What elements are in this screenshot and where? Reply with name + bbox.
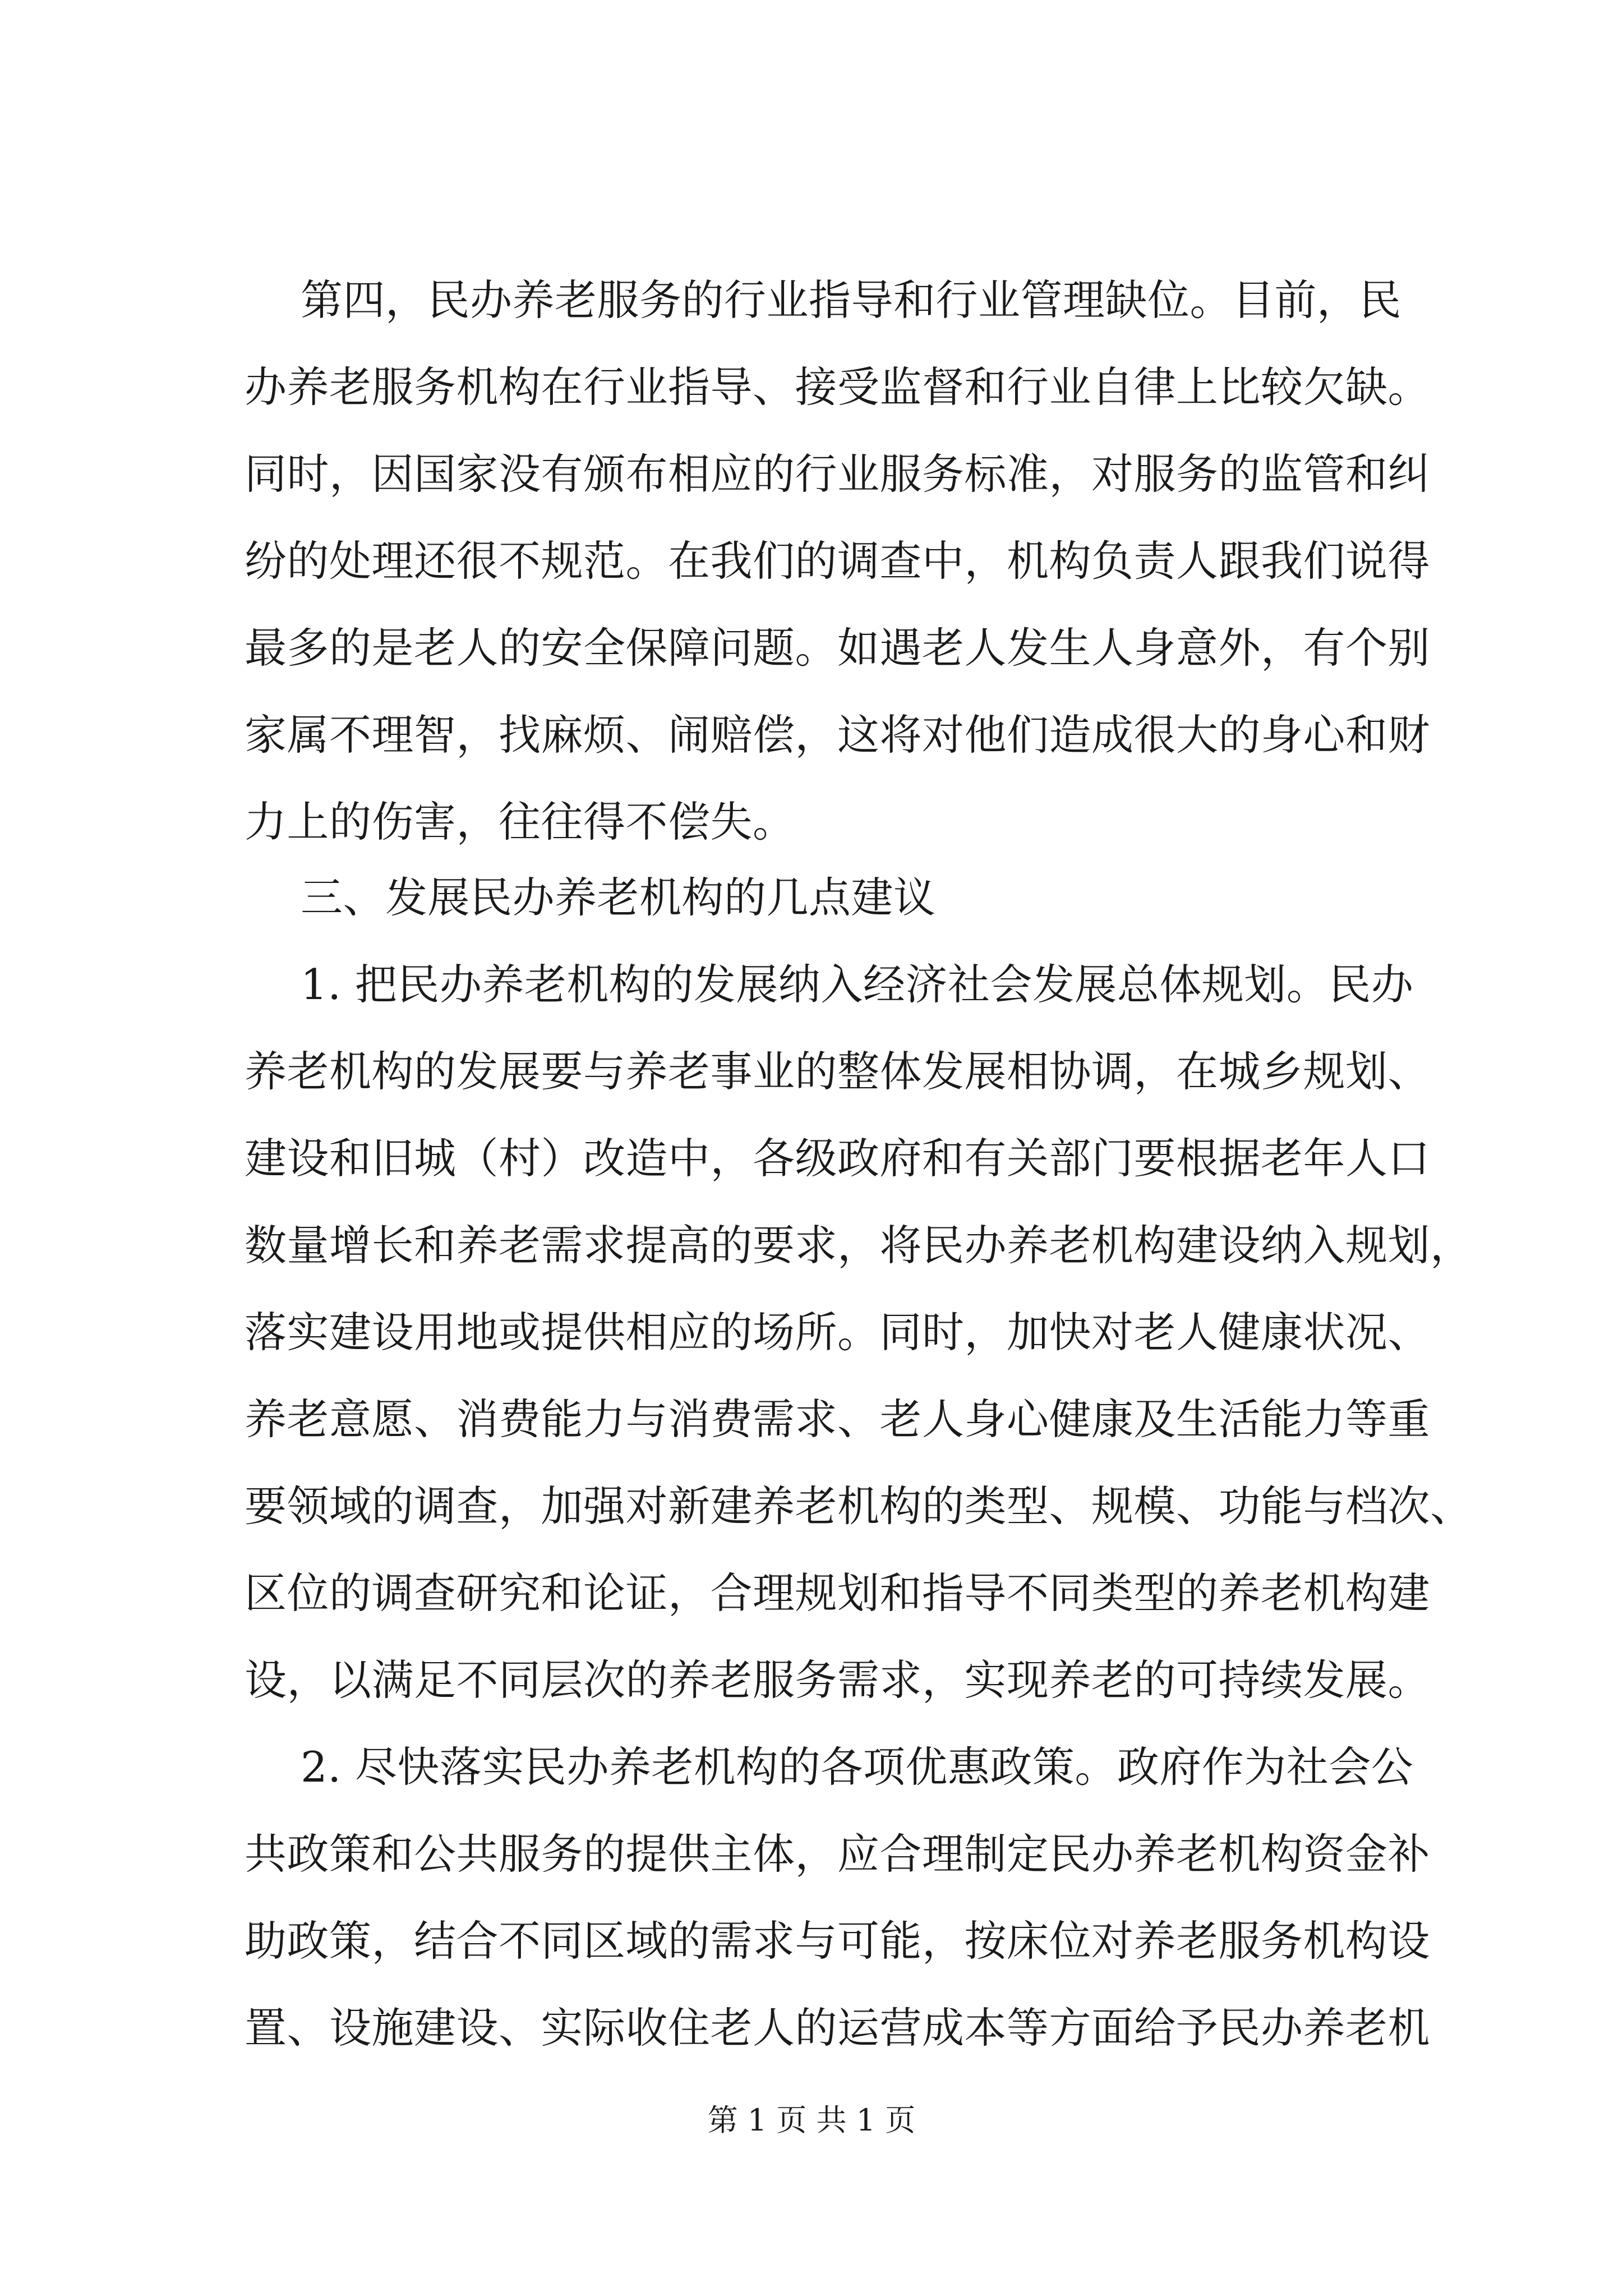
text-line: 养老机构的发展要与养老事业的整体发展相协调，在城乡规划、 xyxy=(245,1047,1431,1096)
text-line: 置、设施建设、实际收住老人的运营成本等方面给予民办养老机 xyxy=(245,2003,1431,2053)
page-footer: 第 1 页 共 1 页 xyxy=(707,2102,916,2138)
text-line: 数量增长和养老需求提高的要求，将民办养老机构建设纳入规划， xyxy=(245,1221,1473,1270)
text-line: 养老意愿、消费能力与消费需求、老人身心健康及生活能力等重 xyxy=(245,1395,1431,1444)
text-line: 共政策和公共服务的提供主体，应合理制定民办养老机构资金补 xyxy=(245,1829,1431,1879)
text-line: 区位的调查研究和论证，合理规划和指导不同类型的养老机构建 xyxy=(245,1568,1431,1618)
text-line: 1. 把民办养老机构的发展纳入经济社会发展总体规划。民办 xyxy=(301,960,1414,1009)
section-heading: 三、发展民办养老机构的几点建议 xyxy=(301,873,936,922)
text-line: 第四，民办养老服务的行业指导和行业管理缺位。目前，民 xyxy=(301,275,1402,325)
text-line: 要领域的调查，加强对新建养老机构的类型、规模、功能与档次、 xyxy=(245,1481,1473,1531)
text-line: 建设和旧城（村）改造中，各级政府和有关部门要根据老年人口 xyxy=(245,1134,1431,1183)
text-line: 同时，因国家没有颁布相应的行业服务标准，对服务的监管和纠 xyxy=(245,449,1431,499)
text-line: 办养老服务机构在行业指导、接受监督和行业自律上比较欠缺。 xyxy=(245,362,1431,412)
text-line: 纷的处理还很不规范。在我们的调查中，机构负责人跟我们说得 xyxy=(245,536,1431,586)
text-line: 最多的是老人的安全保障问题。如遇老人发生人身意外，有个别 xyxy=(245,623,1431,673)
text-line: 落实建设用地或提供相应的场所。同时，加快对老人健康状况、 xyxy=(245,1308,1431,1357)
text-line: 设，以满足不同层次的养老服务需求，实现养老的可持续发展。 xyxy=(245,1655,1431,1705)
text-line: 2. 尽快落实民办养老机构的各项优惠政策。政府作为社会公 xyxy=(301,1742,1414,1792)
text-line: 力上的伤害，往往得不偿失。 xyxy=(245,797,795,846)
text-line: 助政策，结合不同区域的需求与可能，按床位对养老服务机构设 xyxy=(245,1916,1431,1966)
text-line: 家属不理智，找麻烦、闹赔偿，这将对他们造成很大的身心和财 xyxy=(245,710,1431,760)
